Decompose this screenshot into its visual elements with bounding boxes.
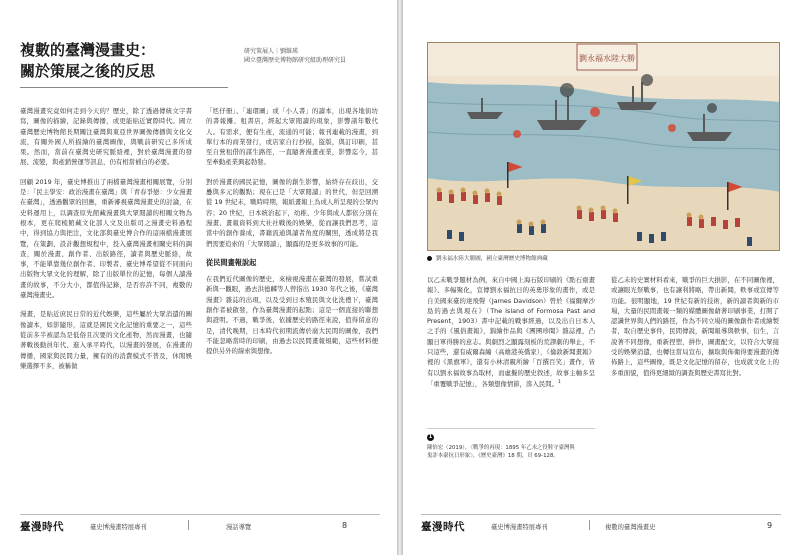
series-title: 臺史博漫畫特展專刊 [491, 524, 548, 531]
footnote-divider [427, 428, 595, 429]
section-name: 漫話導覽 [226, 524, 252, 531]
image-caption [427, 254, 548, 262]
article-title [20, 40, 225, 82]
footer-divider [589, 520, 590, 530]
author-role: 研究策展人｜劉維瑛 [244, 48, 299, 55]
paragraph: 「尪仔冊」、「連環圖」或「小人書」的讀本，出現各地街坊的書報攤、租書店，經起大眾閱讀的現象，影響諸年數代人。有需求，便有生產，流通的可能；報刊連載的漫畫，到單行本的商業發行，或店家自行抄描，盜版，與訂印刷，甚至自營租借的謀生路徑，一直隨著漫畫產業，影響迄今，甚至牽動產業興起勃發。 [206, 107, 378, 167]
series-title: 臺史博漫畫特展專刊 [90, 524, 147, 531]
paragraph-text: 以乙未戰爭題材為例，來自中國上海石版印刷的《點石齋畫報》、多幅聚化，宣傳劉永福抗日的英勇形象的畫作，或是自美國來臺的達飛聲（James Davidson）曾於《福爾摩沙島的過去與現在》（The Island of Formosa Past and Present，1903）書中記載的戰事經過，以及出自日本人之手的《風俗畫報》，錦繪作品與《團團珍聞》雜誌裡，凸顯日軍得勝的意志。與劇烈之顯露刻板的荒謬劇的舉止，不只這些，還有威爾森編（高雄港英僑家），《倫敦新聞畫報》裡的《黑旗軍》，還有小林清親所繪「百撰百笑」畫作，皆有以劉永福故事為取材，而虛擬的歷史敘述，故事主軸多呈「重覆戰爭記憶」，各類想像情節，滲入民間。 [427, 276, 595, 389]
article-title-line-2: 關於策展之後的反思 [20, 62, 156, 80]
right-page [403, 0, 800, 555]
historical-print-illustration [427, 42, 780, 251]
article-title-line-1: 複數的臺灣漫畫史： [20, 41, 156, 59]
footnote-number: 1 [428, 434, 433, 440]
text-column-2 [206, 106, 378, 366]
brand-logo: 臺漫時代 [20, 521, 64, 533]
author-affiliation: 國立臺灣歷史博物館研究組助理研究員 [244, 57, 347, 64]
paragraph: 臺灣漫畫究竟如何走到今天的？歷史，除了透過傳統文字書寫，圖像的描繪，記錄與傳播，或更能貼近實際時代。國立臺灣歷史博物館長期關注臺灣與東亞世界圖像傳播與文化交流，有關外國人所描繪的臺灣圖像，與戰前研究已多所成果。然而，當前在臺灣史研究脈絡裡，對於臺灣漫畫的發展、流變，與產銷營運等訊息，仍有相當補白的必要。 [20, 107, 192, 167]
title-divider [20, 87, 228, 88]
footnote-marker: 1 [558, 379, 561, 385]
page-number: 8 [342, 521, 348, 530]
brand-logo: 臺漫時代 [421, 521, 465, 533]
footer-rule [20, 514, 380, 515]
paragraph: 在我們近代圖像的歷史，來檢視漫畫在臺灣的發展，嘗試重新與一觀眼，過去洪德麟等人曾指出 1930 年代之後，《臺灣漫畫》雜誌的出現，以及受到日本殖民與文化洗禮下，臺灣創作者被啟發，作為臺灣漫畫的起點；這是一個直接的聯想與證明。不過，戰爭後，依據歷史的路徑來說，值得留意的是，清代晚期，日本時代初期流傳於廣大民間的圖像，我們不能忽略當時的印刷，由過去以民間畫報規範，這些材料便提供另外的線索與想像。 [206, 275, 378, 356]
left-page [0, 0, 397, 555]
paragraph: 從乙未的史實材料看來，戰爭的巨大損影，在不同圖像裡，或讓眼光祭戰事，也有讓利將略，帶出新聞，軼事或宣傳等功能。很明顯地，19 世紀有新的技術，新的讀者與新的市場，大量的民間畫報一類的媒體圖像藉著印刷事業，打開了認識世界與人們的路徑，作為不同立場的圖像創作者或繪製者，取自歷史事件，民間傳說，新聞報導與軼事，衍生，言說著不同想像，重新捏塑，拼作，圖畫配文，以符合大眾接受的娛樂消遣，也轉往當局宣布，擴取與佈衛得要漫畫的傳佈路上，這些圖像，既是文化記憶的留存，也成就文化上的多重面貌，值得更細緻的調查與歷史書寫比對。 [611, 276, 779, 377]
page-footer-left [20, 519, 380, 541]
footer-rule [421, 514, 781, 515]
footnote-text: 陳怡宏（2019），〈戰爭的再現：1895 年乙未之役鞋守臺灣與鬼詐本臺抗日形象〉，《歷史臺灣》18 期，頁 69-128。 [427, 445, 575, 459]
caption-bullet-icon [427, 256, 432, 261]
text-column-1 [20, 106, 192, 380]
paragraph: 漫畫，是貼近庶民日常的近代娛樂，這些屬於大眾消遣的圖像讀本，如影隨形，這就是國民文化記憶的重要之一，這些從前多半被認為是低俗且次要的文化產物，然而漫畫，也隨著戰後動員年代、進入承平時代，以漫畫的發展，在漫畫的傳播，國家與民間力量，擁有的的消費模式不普及，休閒娛樂選擇不多，被稱做 [20, 310, 192, 370]
page-footer-right [421, 519, 781, 541]
paragraph [427, 275, 595, 389]
author-byline [244, 47, 384, 65]
paragraph: 對於漫畫的國民記憶，圖像的創生影響，始終存在歧出，交疊與多元的觀點；現在已是「大眾閱讀」的世代，但是回溯從 19 世紀末，戰時時期，報紙畫報上為成人所呈現的公眾內容；20 世紀，日本統治起下，幼稚、少年與成人都依分別在漫畫、畫報資料到大社社戰後的娛樂，從而讓我們思考，這當中的創作養成，書籍流通與讀者角度的關照，透成將是我們需要追索的「大眾閱讀」，顯露的是更多故事的可能。 [206, 177, 378, 248]
section-heading: 從民間畫報說起 [206, 257, 257, 267]
footer-divider [188, 520, 189, 530]
page-number: 9 [767, 521, 773, 530]
paragraph: 回顧 2019 年，臺史博推出了兩檔臺灣漫畫相關展覽，分別是：「民主學安：政治漫畫在臺灣」與「青春爭戀：少女漫畫在臺灣」，透過觀眾的回應，重新審視臺灣漫畫史的討論，在史料運用上，以調查原先館藏漫畫與大眾閱讀的相關文物為根本，更在爬梳館藏文化部人文及出版司之漫畫史料過程中，得到協力與把注，文化部與臺史博合作的這兩檔漫畫展覽，在策劃、設計觀想規程中，投入臺灣漫畫相關史料的調查，關於漫畫、創作者、出版路徑，讀者與歷史脈絡，故事，不能單靠幾位創作者、印製者、臺史博希望從不同面向出版物大眾文化的理解，除了出版單位的記憶，每個人讀漫畫的故事，不分大小，都值得記錄，是否容許不同，複數的臺灣漫畫史。 [20, 177, 192, 300]
text-column-3 [427, 275, 595, 398]
battle-scene-image [427, 42, 780, 251]
section-name: 複數的臺灣漫畫史 [605, 524, 656, 531]
text-column-4 [611, 275, 779, 387]
caption-text: 劉永福水陸大勝圖，國立臺灣歷史博物館典藏 [436, 256, 548, 262]
print-title: 劉永福水陸大勝 [579, 54, 635, 63]
